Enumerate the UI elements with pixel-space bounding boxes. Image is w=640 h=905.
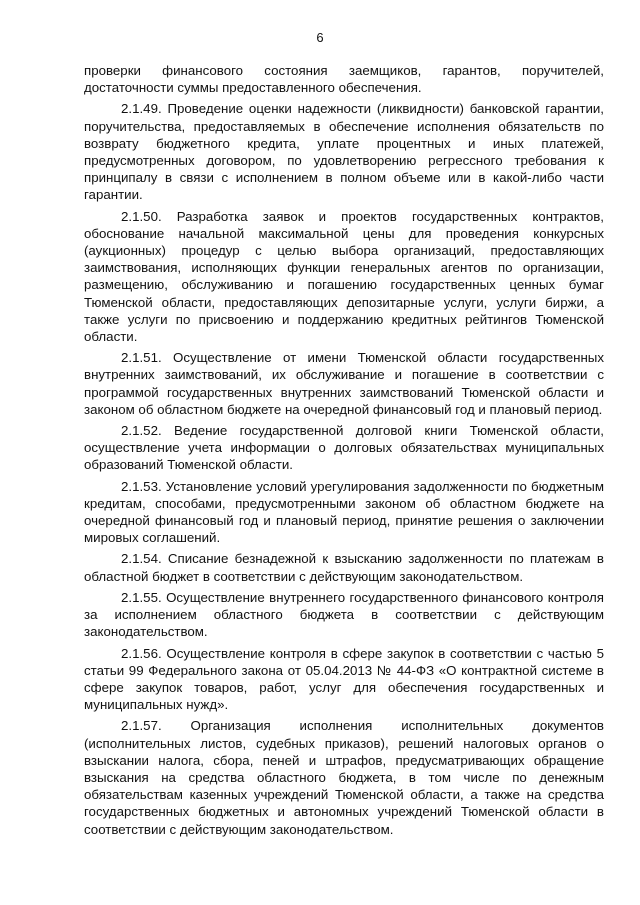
page-number: 6 — [316, 30, 324, 45]
paragraph-2-1-51: 2.1.51. Осуществление от имени Тюменской области государственных внутренних заимствований, их обслуживание и погашение в соответствии с программой государственных внутренних заимствований Тюменской области и законом об областном бюджете на очередной финансовый год и плановый период. — [84, 350, 604, 417]
paragraph-2-1-50: 2.1.50. Разработка заявок и проектов государственных контрактов, обоснование начальной максимальной цены для проведения конкурсных (аукционных) процедур с целью выбора организаций, предоставляющих заимствования, исполняющих функции генеральных агентов по организации, размещению, обслуживанию и погашению государственных ценных бумаг Тюменской области, предоставляющих депозитарные услуги, услуги биржи, а также услуги по присвоению и поддержанию кредитных рейтингов Тюменской области. — [84, 208, 604, 345]
paragraph-2-1-57: 2.1.57. Организация исполнения исполнительных документов (исполнительных листов, судебных приказов), решений налоговых органов о взыскании налога, сбора, пеней и штрафов, предусматривающих обращение взыскания на средства областного бюджета, в том числе по денежным обязательствам казенных учреждений Тюменской области, а также на средства государственных бюджетных и автономных учреждений Тюменской области в соответствии с действующим законодательством. — [84, 718, 604, 837]
paragraph-2-1-54: 2.1.54. Списание безнадежной к взысканию задолженности по платежам в областной бюджет в соответствии с действующим законодательством. — [84, 551, 604, 584]
paragraph-continuation: проверки финансового состояния заемщиков, гарантов, поручителей, достаточности суммы предоставленного обеспечения. — [84, 63, 604, 96]
paragraph-2-1-49: 2.1.49. Проведение оценки надежности (ликвидности) банковской гарантии, поручительства, предоставляемых в обеспечение исполнения обязательств по возврату бюджетного кредита, уплате процентных и иных платежей, предусмотренных договором, по удовлетворению регрессного требования к принципалу в связи с исполнением в полном объеме или в какой-либо части гарантии. — [84, 101, 604, 203]
document-body — [84, 62, 604, 842]
paragraph-2-1-53: 2.1.53. Установление условий урегулирования задолженности по бюджетным кредитам, способами, предусмотренными законом об областном бюджете на очередной финансовый год и плановый период, принятие решения о заключении мировых соглашений. — [84, 478, 604, 546]
paragraph-2-1-52: 2.1.52. Ведение государственной долговой книги Тюменской области, осуществление учета информации о долговых обязательствах муниципальных образований Тюменской области. — [84, 423, 604, 473]
paragraph-2-1-56: 2.1.56. Осуществление контроля в сфере закупок в соответствии с частью 5 статьи 99 Федерального закона от 05.04.2013 № 44-ФЗ «О контрактной системе в сфере закупок товаров, работ, услуг для обеспечения государственных и муниципальных нужд». — [84, 645, 604, 713]
paragraph-2-1-55: 2.1.55. Осуществление внутреннего государственного финансового контроля за исполнением областного бюджета в соответствии с действующим законодательством. — [84, 589, 604, 640]
